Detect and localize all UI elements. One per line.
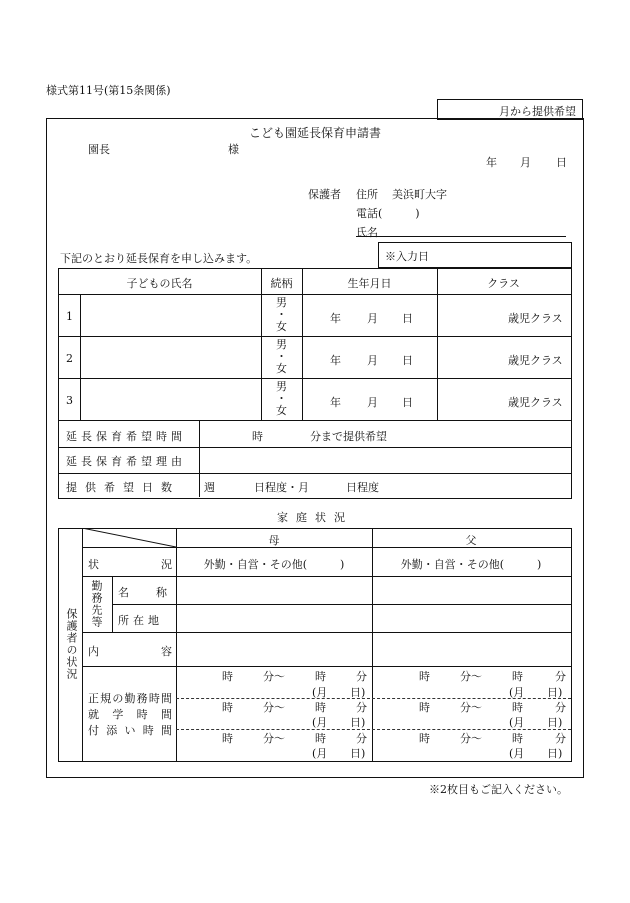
day-label: 日) (547, 747, 563, 760)
hour-label: 時 (315, 732, 326, 745)
class-field[interactable]: 歳児クラス (508, 354, 563, 367)
date-month[interactable]: 月 (520, 156, 531, 169)
month-label: (月 (312, 686, 328, 699)
month-label: (月 (312, 716, 328, 729)
table-row-line (58, 420, 571, 421)
guardian-status-side-label: 保護者の状況 (65, 608, 78, 680)
min-label: 分 (555, 732, 566, 745)
birth-day[interactable]: 日 (402, 354, 413, 367)
row-line (82, 632, 571, 633)
family-section-title: 家庭状況 (277, 511, 353, 524)
content-label-text: 内 容 (88, 645, 172, 658)
table-header-line (58, 294, 571, 295)
day-label: 日) (547, 686, 563, 699)
month-label: (月 (509, 747, 525, 760)
col-divider (80, 294, 81, 420)
address-value[interactable]: 美浜町大字 (392, 188, 447, 201)
regular-hours-label: 正規の勤務時間 (88, 692, 172, 705)
input-date-label: ※入力日 (385, 250, 429, 263)
min-label: 分 (555, 670, 566, 683)
hour-label: 時 (419, 670, 430, 683)
header-class: クラス (487, 277, 520, 290)
date-day[interactable]: 日 (556, 156, 567, 169)
month-label: (月 (312, 747, 328, 760)
days-end[interactable]: 日程度 (346, 481, 379, 494)
school-hours-label: 就学時間 (88, 708, 172, 721)
header-birthdate: 生年月日 (347, 277, 392, 290)
hour-label: 時 (222, 670, 233, 683)
extension-reason-input[interactable] (204, 449, 566, 471)
min-from-label: 分〜 (460, 701, 482, 714)
workplace-label: 勤務先等 (90, 580, 103, 628)
extension-until[interactable]: 分まで提供希望 (310, 430, 387, 443)
month-label: (月 (509, 686, 525, 699)
birth-month[interactable]: 月 (367, 312, 378, 325)
table-row-line (58, 447, 571, 448)
form-title: こども園延長保育申請書 (248, 126, 381, 140)
status-label-text: 状 況 (88, 558, 172, 571)
female-option[interactable]: 女 (276, 362, 287, 375)
gender-select[interactable] (261, 339, 302, 375)
form-number: 様式第11号(第15条関係) (46, 84, 171, 97)
start-month-box[interactable] (437, 99, 583, 120)
col-divider (199, 420, 200, 497)
hour-label: 時 (512, 732, 523, 745)
min-label: 分 (555, 701, 566, 714)
min-from-label: 分〜 (263, 732, 285, 745)
extension-time-label: 延長保育希望時間 (66, 430, 186, 443)
diagonal-line (82, 528, 176, 547)
birth-year[interactable]: 年 (330, 396, 341, 409)
birth-month[interactable]: 月 (367, 354, 378, 367)
min-label: 分 (356, 670, 367, 683)
mother-header: 母 (268, 534, 280, 547)
father-content[interactable] (376, 636, 568, 664)
day-label: 日) (350, 716, 366, 729)
hour-label: 時 (315, 701, 326, 714)
father-workplace-name[interactable] (376, 578, 568, 602)
father-workplace-address[interactable] (376, 606, 568, 630)
status-label (88, 556, 172, 572)
start-month-label: 月から提供希望 (499, 105, 576, 118)
separator-dot: ・ (276, 350, 287, 363)
birth-day[interactable]: 日 (402, 396, 413, 409)
date-year[interactable]: 年 (486, 156, 497, 169)
name-underline[interactable] (356, 236, 566, 237)
mother-workplace-address[interactable] (180, 606, 370, 630)
principal-label: 園長 (88, 143, 110, 156)
workplace-address-label: 所在地 (118, 614, 163, 627)
gender-select[interactable] (261, 297, 302, 333)
child-name-input[interactable] (86, 339, 256, 375)
row-number: 1 (66, 310, 73, 323)
table-row-line (58, 378, 571, 379)
row-line (82, 666, 571, 667)
workplace-name-label: 名 称 (118, 586, 175, 599)
hour-label: 時 (222, 732, 233, 745)
row-line (82, 576, 571, 577)
hour-label: 時 (419, 732, 430, 745)
days-label: 提供希望日数 (66, 481, 180, 494)
extension-hour[interactable]: 時 (252, 430, 263, 443)
name-label: 氏名 (356, 226, 378, 239)
min-from-label: 分〜 (263, 701, 285, 714)
class-field[interactable]: 歳児クラス (508, 396, 563, 409)
hour-label: 時 (512, 670, 523, 683)
phone-field[interactable]: 電話( ) (356, 207, 420, 220)
days-week[interactable]: 週 (204, 481, 215, 494)
min-from-label: 分〜 (460, 732, 482, 745)
father-status[interactable]: 外勤・自営・その他( ) (400, 558, 542, 571)
hour-label: 時 (315, 670, 326, 683)
row-line (112, 604, 571, 605)
female-option[interactable]: 女 (276, 404, 287, 417)
mother-workplace-name[interactable] (180, 578, 370, 602)
day-label: 日) (350, 686, 366, 699)
birth-year[interactable]: 年 (330, 312, 341, 325)
birth-day[interactable]: 日 (402, 312, 413, 325)
row-number: 2 (66, 352, 73, 365)
child-name-input[interactable] (86, 381, 256, 417)
child-name-input[interactable] (86, 297, 256, 333)
male-option[interactable]: 男 (276, 296, 287, 309)
min-label: 分 (356, 701, 367, 714)
male-option[interactable]: 男 (276, 380, 287, 393)
month-label: (月 (509, 716, 525, 729)
guardian-label: 保護者 (308, 188, 341, 201)
days-mid[interactable]: 日程度・月 (254, 481, 309, 494)
col-divider (82, 528, 83, 761)
input-date-box[interactable] (378, 242, 572, 268)
honorific: 様 (228, 143, 239, 156)
hour-label: 時 (222, 701, 233, 714)
min-label: 分 (356, 732, 367, 745)
mother-content[interactable] (180, 636, 370, 664)
separator-dot: ・ (276, 392, 287, 405)
table-row-line (58, 336, 571, 337)
content-label (88, 643, 172, 659)
min-from-label: 分〜 (263, 670, 285, 683)
address-label: 住所 (356, 188, 378, 201)
birth-month[interactable]: 月 (367, 396, 378, 409)
class-field[interactable]: 歳児クラス (508, 312, 563, 325)
table-row-line (58, 473, 571, 474)
gender-select[interactable] (261, 381, 302, 417)
mother-status[interactable]: 外勤・自営・その他( ) (203, 558, 345, 571)
attendance-hours-label: 付添い時間 (88, 724, 172, 737)
header-relation: 続柄 (270, 277, 293, 290)
header-child-name: 子どもの氏名 (126, 277, 193, 290)
day-label: 日) (350, 747, 366, 760)
footer-note: ※2枚目もご記入ください。 (429, 783, 568, 796)
day-label: 日) (547, 716, 563, 729)
hour-label: 時 (419, 701, 430, 714)
separator-dot: ・ (276, 308, 287, 321)
min-from-label: 分〜 (460, 670, 482, 683)
extension-reason-label: 延長保育希望理由 (66, 455, 186, 468)
hour-label: 時 (512, 701, 523, 714)
row-number: 3 (66, 394, 73, 407)
father-header: 父 (465, 534, 477, 547)
male-option[interactable]: 男 (276, 338, 287, 351)
intro-text: 下記のとおり延長保育を申し込みます。 (60, 252, 258, 265)
birth-year[interactable]: 年 (330, 354, 341, 367)
female-option[interactable]: 女 (276, 320, 287, 333)
